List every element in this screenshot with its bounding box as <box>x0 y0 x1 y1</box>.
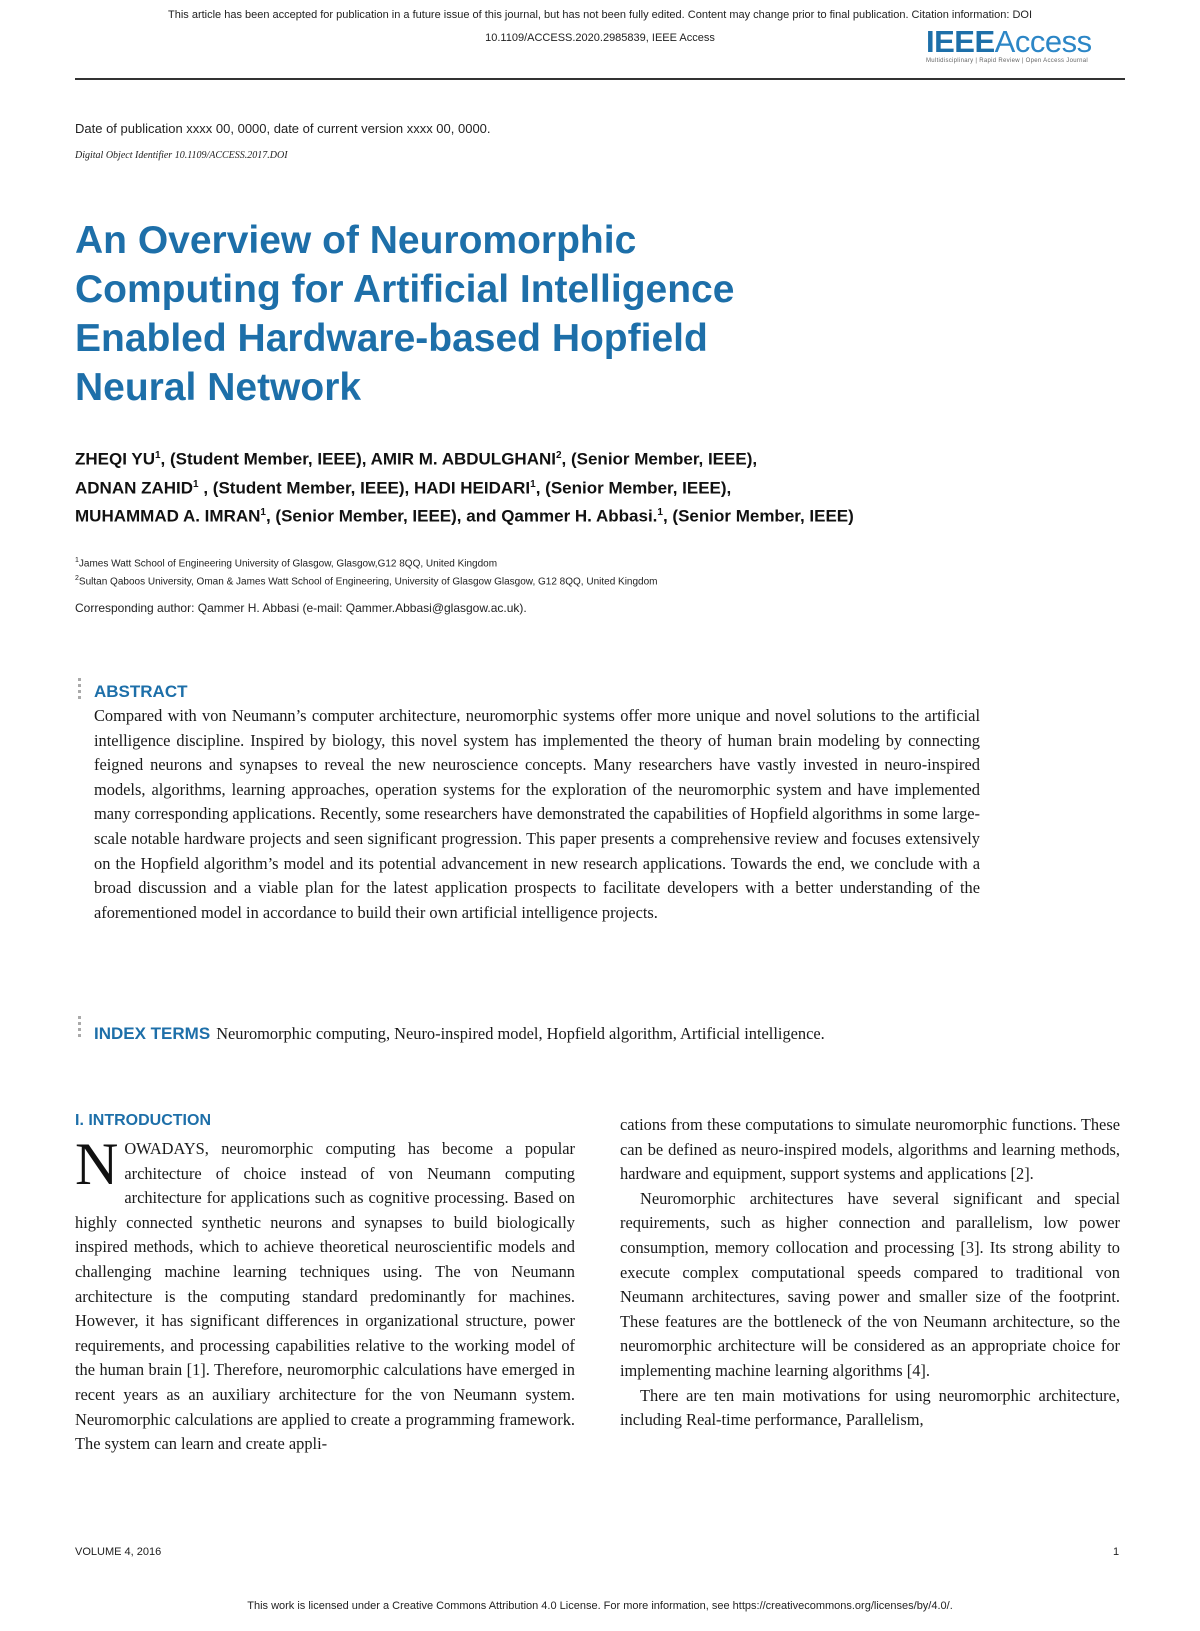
page-number: 1 <box>1113 1546 1120 1558</box>
title-line: Enabled Hardware-based Hopfield <box>75 317 708 360</box>
author-line <box>75 443 975 472</box>
author-affiliation-mark: 1 <box>260 507 266 519</box>
author-list <box>75 443 975 529</box>
paragraph-text: cations from these computations to simulate neuromorphic functions. These can be defined as neuro-inspired models, algorithms and learning methods, hardware and equipment, support systems and applications [2]. <box>620 1115 1120 1184</box>
section-marker <box>78 678 81 702</box>
paragraph-text: OWADAYS, neuromorphic computing has become a popular architecture of choice instead of von Neumann computing architecture for applications such as cognitive processing. Based on highly connected synthetic neurons and synapses to build biologically inspired methods, which to achieve theoretical neuroscientific models and challenging machine learning techniques using. The von Neumann architecture is the computing standard predominantly for machines. However, it has significant differences in organizational structure, power requirements, and processing capabilities relative to the working model of the human brain [1]. Therefore, neuromorphic calculations have emerged in recent years as an auxiliary architecture for the von Neumann system. Neuromorphic calculations are applied to create a programming framework. The system can learn and create appli- <box>75 1139 575 1454</box>
footer-volume: VOLUME 4, 2016 <box>75 1546 162 1558</box>
author-line <box>75 500 975 529</box>
affiliation-mark: 2 <box>75 575 79 582</box>
index-terms-text: Neuromorphic computing, Neuro-inspired model, Hopfield algorithm, Artificial intelligence. <box>216 1024 825 1043</box>
title-line: Neural Network <box>75 366 362 409</box>
author-line <box>75 472 975 501</box>
author-name: ZHEQI YU <box>75 449 155 469</box>
notice-line-1: This article has been accepted for publication in a future issue of this journal, but has not been fully edited. Content may change prior to final publication. Citation information: DOI <box>168 9 1032 21</box>
author-affiliation-mark: 1 <box>193 478 199 490</box>
paragraph-text: Neuromorphic architectures have several significant and special requirements, such as higher connection and parallelism, low power consumption, memory collocation and processing [3]. Its strong ability to execute complex computational speeds compared to traditional von Neumann architectures, saving power and smaller size of the footprint. These features are the bottleneck of the von Neumann architecture, so the neuromorphic architecture will be considered as an appropriate choice for implementing machine learning algorithms [4]. <box>620 1188 1120 1380</box>
header-divider <box>75 78 1125 80</box>
corresponding-author: Corresponding author: Qammer H. Abbasi (e-mail: Qammer.Abbasi@glasgow.ac.uk). <box>75 601 527 615</box>
paper-title <box>75 216 895 412</box>
author-role: , (Senior Member, IEEE), <box>561 449 758 469</box>
intro-paragraph <box>75 1131 575 1457</box>
author-affiliation-mark: 2 <box>555 450 562 461</box>
notice-line-2: 10.1109/ACCESS.2020.2985839, IEEE Access <box>485 32 715 44</box>
abstract-heading: ABSTRACT <box>94 682 188 701</box>
drop-cap: N <box>75 1131 119 1197</box>
author-role: , (Senior Member, IEEE), <box>535 478 732 498</box>
affiliation <box>75 557 497 569</box>
author-name: HADI HEIDARI <box>413 478 531 498</box>
author-name: Qammer H. Abbasi. <box>501 506 658 526</box>
affiliation-text: Sultan Qaboos University, Oman & James Watt School of Engineering, University of Glasgow Glasgow, G12 8QQ, United Kingdom <box>78 576 658 588</box>
author-role: , (Student Member, IEEE), <box>160 449 371 469</box>
title-line: An Overview of Neuromorphic <box>75 219 637 262</box>
affiliation <box>75 575 658 587</box>
index-terms <box>94 1022 980 1047</box>
doi-line: Digital Object Identifier 10.1109/ACCESS.2017.DOI <box>75 150 288 161</box>
author-affiliation-mark: 1 <box>154 450 161 461</box>
author-affiliation-mark: 1 <box>657 507 663 519</box>
author-affiliation-mark: 1 <box>530 478 536 490</box>
author-name: MUHAMMAD A. IMRAN <box>75 506 261 526</box>
author-name: AMIR M. ABDULGHANI <box>370 449 556 469</box>
license-notice: This work is licensed under a Creative Commons Attribution 4.0 License. For more information, see https://creativecommons.org/licenses/by/4.0/. <box>247 1600 953 1612</box>
author-name: ADNAN ZAHID <box>75 478 194 498</box>
introduction-heading: I. INTRODUCTION <box>75 1112 211 1129</box>
logo-access-text: Access <box>994 24 1092 59</box>
paragraph-text: There are ten main motivations for using neuromorphic architecture, including Real-time performance, Parallelism, <box>620 1385 1120 1430</box>
abstract-text: Compared with von Neumann’s computer architecture, neuromorphic systems offer more unique and novel solutions to the artificial intelligence discipline. Inspired by biology, this novel system has implemented the theory of human brain modeling by connecting feigned neurons and synapses to reveal the new neuroscience concepts. Many researchers have vastly invested in neuro-inspired models, algorithms, learning approaches, operation systems for the exploration of the neuromorphic system and have implemented many corresponding applications. Recently, some researchers have demonstrated the capabilities of Hopfield algorithms in some large-scale notable hardware projects and seen significant progression. This paper presents a comprehensive review and focuses extensively on the Hopfield algorithm’s model and its potential advancement in new research applications. Towards the end, we conclude with a broad discussion and a viable plan for the latest application prospects to facilitate developers with a better understanding of the aforementioned model in accordance to build their own artificial intelligence projects. <box>94 706 980 922</box>
author-role: , (Senior Member, IEEE), and <box>265 506 502 526</box>
publication-date: Date of publication xxxx 00, 0000, date of current version xxxx 00, 0000. <box>75 121 491 136</box>
logo-ieee-text: IEEE <box>926 24 995 59</box>
ieee-access-logo <box>926 24 1116 74</box>
column-left <box>75 1131 575 1457</box>
affiliation-text: James Watt School of Engineering University of Glasgow, Glasgow,G12 8QQ, United Kingdom <box>78 558 498 570</box>
affiliation-mark: 1 <box>75 557 79 564</box>
column-right <box>620 1113 1120 1433</box>
section-marker <box>78 1016 81 1040</box>
index-terms-heading: INDEX TERMS <box>94 1024 211 1043</box>
author-role: , (Senior Member, IEEE) <box>662 506 854 526</box>
title-line: Computing for Artificial Intelligence <box>75 268 735 311</box>
author-role: , (Student Member, IEEE), <box>198 478 414 498</box>
logo-tagline: Multidisciplinary | Rapid Review | Open Access Journal <box>926 58 1089 64</box>
